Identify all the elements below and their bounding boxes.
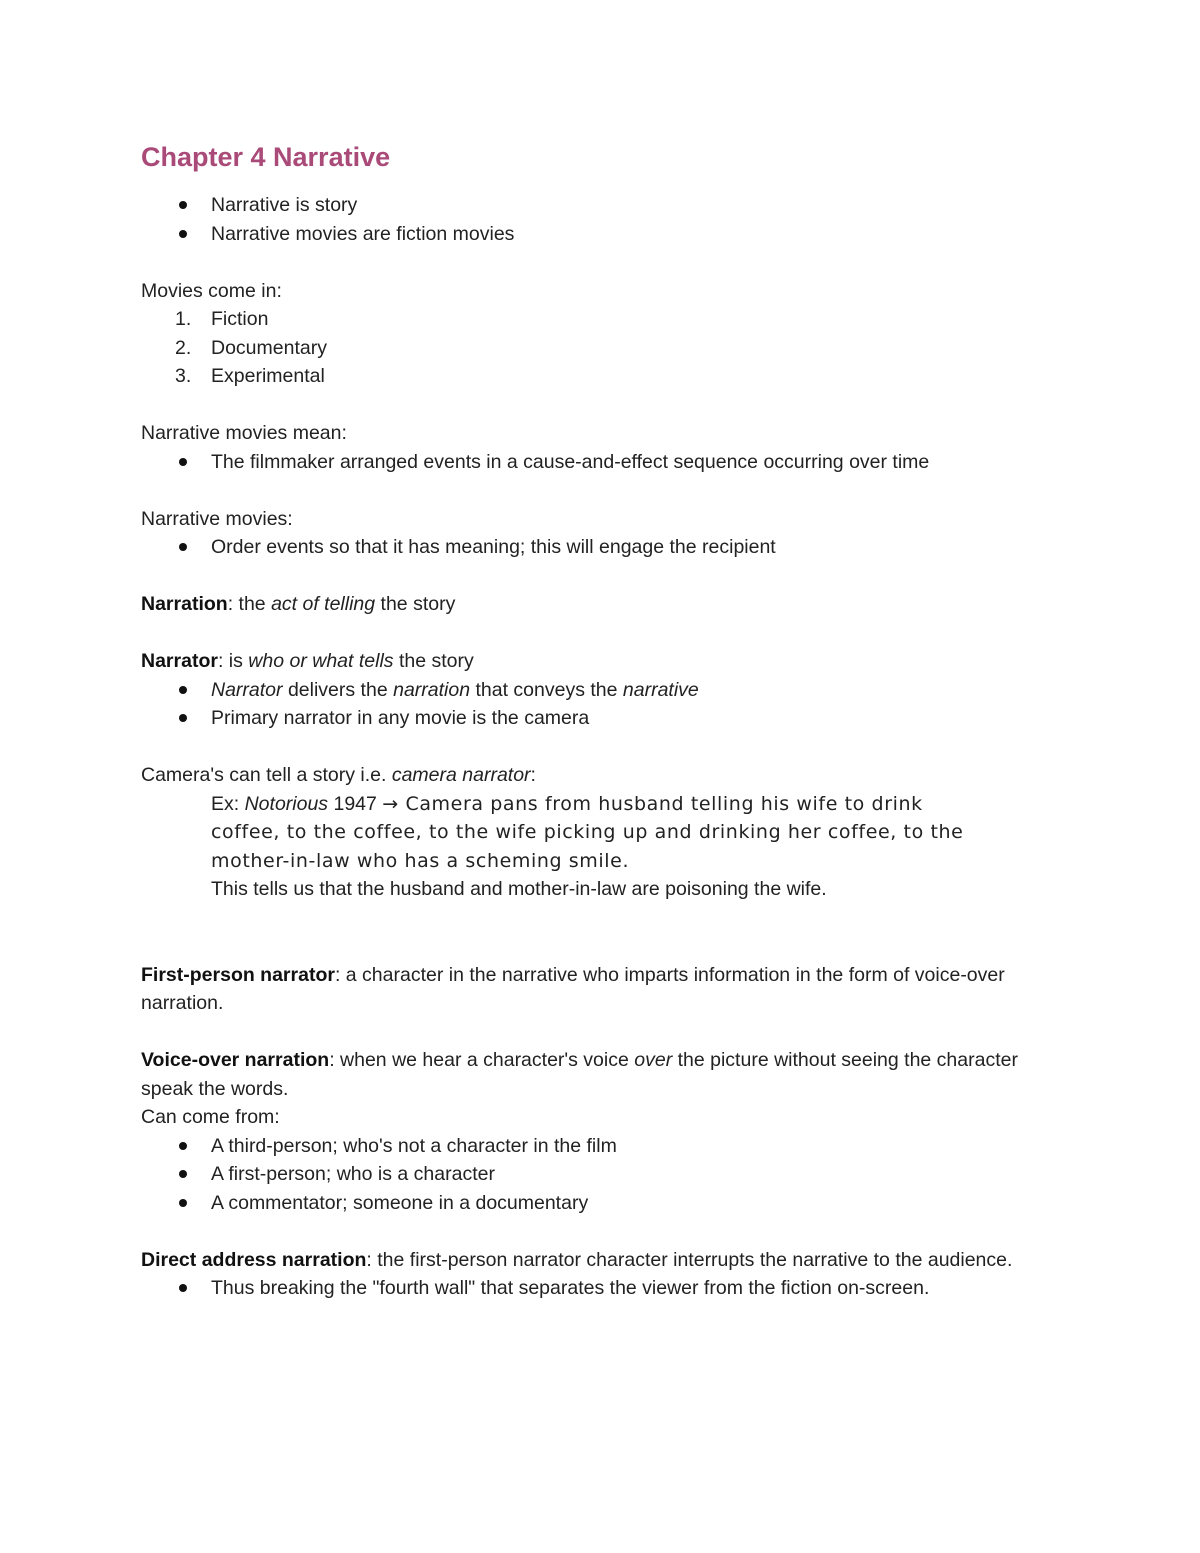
paragraph-text: Camera's can tell a story i.e. [141, 764, 392, 786]
list-item: A third-person; who's not a character in the film [141, 1132, 1071, 1161]
narrative-mean-list [141, 448, 1071, 477]
emphasis: narration [393, 678, 471, 701]
arrow-icon: → [382, 792, 399, 815]
list-item [141, 305, 1071, 334]
term: Narration [141, 593, 228, 615]
list-text: Fiction [211, 308, 269, 330]
page-title: Chapter 4 Narrative [141, 142, 391, 172]
definition-text: the story [375, 593, 456, 615]
paragraph-text: : [530, 764, 536, 786]
camera-example [141, 790, 1071, 904]
example-line [211, 790, 1071, 819]
definition-text: : the [227, 593, 272, 615]
emphasis: Notorious [244, 792, 329, 815]
definition-text: : the first-person narrator character interrupts the narrative to the audience. [366, 1248, 1013, 1271]
term: Voice-over narration [141, 1049, 330, 1071]
term: Direct address narration [141, 1248, 367, 1271]
intro-bullet-list [141, 191, 1071, 248]
list-text: that conveys the [470, 678, 623, 701]
definition-text: : is [217, 650, 249, 672]
list-item: A first-person; who is a character [141, 1160, 1071, 1189]
list-item: Order events so that it has meaning; this will engage the recipient [141, 533, 1071, 562]
voice-over-list [141, 1132, 1071, 1218]
voice-over-definition [141, 1046, 1071, 1103]
emphasis: act of telling [271, 593, 376, 615]
movie-types-list [141, 305, 1071, 391]
emphasis: Narrator [211, 678, 283, 701]
example-text: 1947 [328, 792, 383, 815]
document-page [141, 138, 1071, 1303]
example-text: Camera pans from husband telling his wife to drink [398, 792, 923, 815]
list-item [141, 362, 1071, 391]
narrative-mean-label: Narrative movies mean: [141, 422, 347, 444]
movies-come-in-label: Movies come in: [141, 279, 282, 302]
narrative-movies-label: Narrative movies: [141, 507, 293, 530]
narrator-definition [141, 647, 1071, 676]
narration-definition [141, 590, 1071, 619]
emphasis: narrative [622, 678, 699, 701]
list-item [141, 676, 1071, 705]
camera-narrator-line [141, 761, 1071, 790]
list-item [141, 334, 1071, 363]
emphasis: camera narrator [391, 764, 531, 786]
list-number: 3. [175, 365, 192, 387]
list-item: A commentator; someone in a documentary [141, 1189, 1071, 1218]
definition-text: the picture without seeing the character speak the words. [141, 1049, 1018, 1100]
emphasis: over [634, 1049, 673, 1071]
definition-text: : when we hear a character's voice [329, 1049, 635, 1071]
direct-address-definition [141, 1246, 1071, 1275]
example-conclusion: This tells us that the husband and mother-in-law are poisoning the wife. [211, 878, 827, 900]
list-item: Narrative is story [141, 191, 1071, 220]
emphasis: who or what tells [248, 650, 394, 672]
list-number: 2. [175, 336, 192, 359]
list-number: 1. [175, 308, 192, 330]
list-text: Documentary [211, 336, 327, 359]
list-item: The filmmaker arranged events in a cause-and-effect sequence occurring over time [141, 448, 1071, 477]
term: First-person narrator [141, 963, 335, 986]
example-text: Ex: [211, 792, 245, 815]
list-item: Primary narrator in any movie is the camera [141, 704, 1071, 733]
first-person-definition [141, 961, 1071, 1018]
list-item: Thus breaking the "fourth wall" that separates the viewer from the fiction on-screen. [141, 1274, 1071, 1303]
can-come-from-label: Can come from: [141, 1106, 280, 1128]
definition-text: the story [393, 650, 474, 672]
example-line: mother-in-law who has a scheming smile. [211, 849, 630, 872]
direct-address-list [141, 1274, 1071, 1303]
narrative-movies-list [141, 533, 1071, 562]
narrator-list [141, 676, 1071, 733]
term: Narrator [141, 650, 218, 672]
list-text: Experimental [211, 365, 325, 387]
list-item: Narrative movies are fiction movies [141, 220, 1071, 249]
example-line: coffee, to the coffee, to the wife picking up and drinking her coffee, to the [211, 821, 964, 843]
list-text: delivers the [282, 678, 394, 701]
definition-text: : a character in the narrative who imparts information in the form of voice-over narration. [141, 963, 1005, 1014]
